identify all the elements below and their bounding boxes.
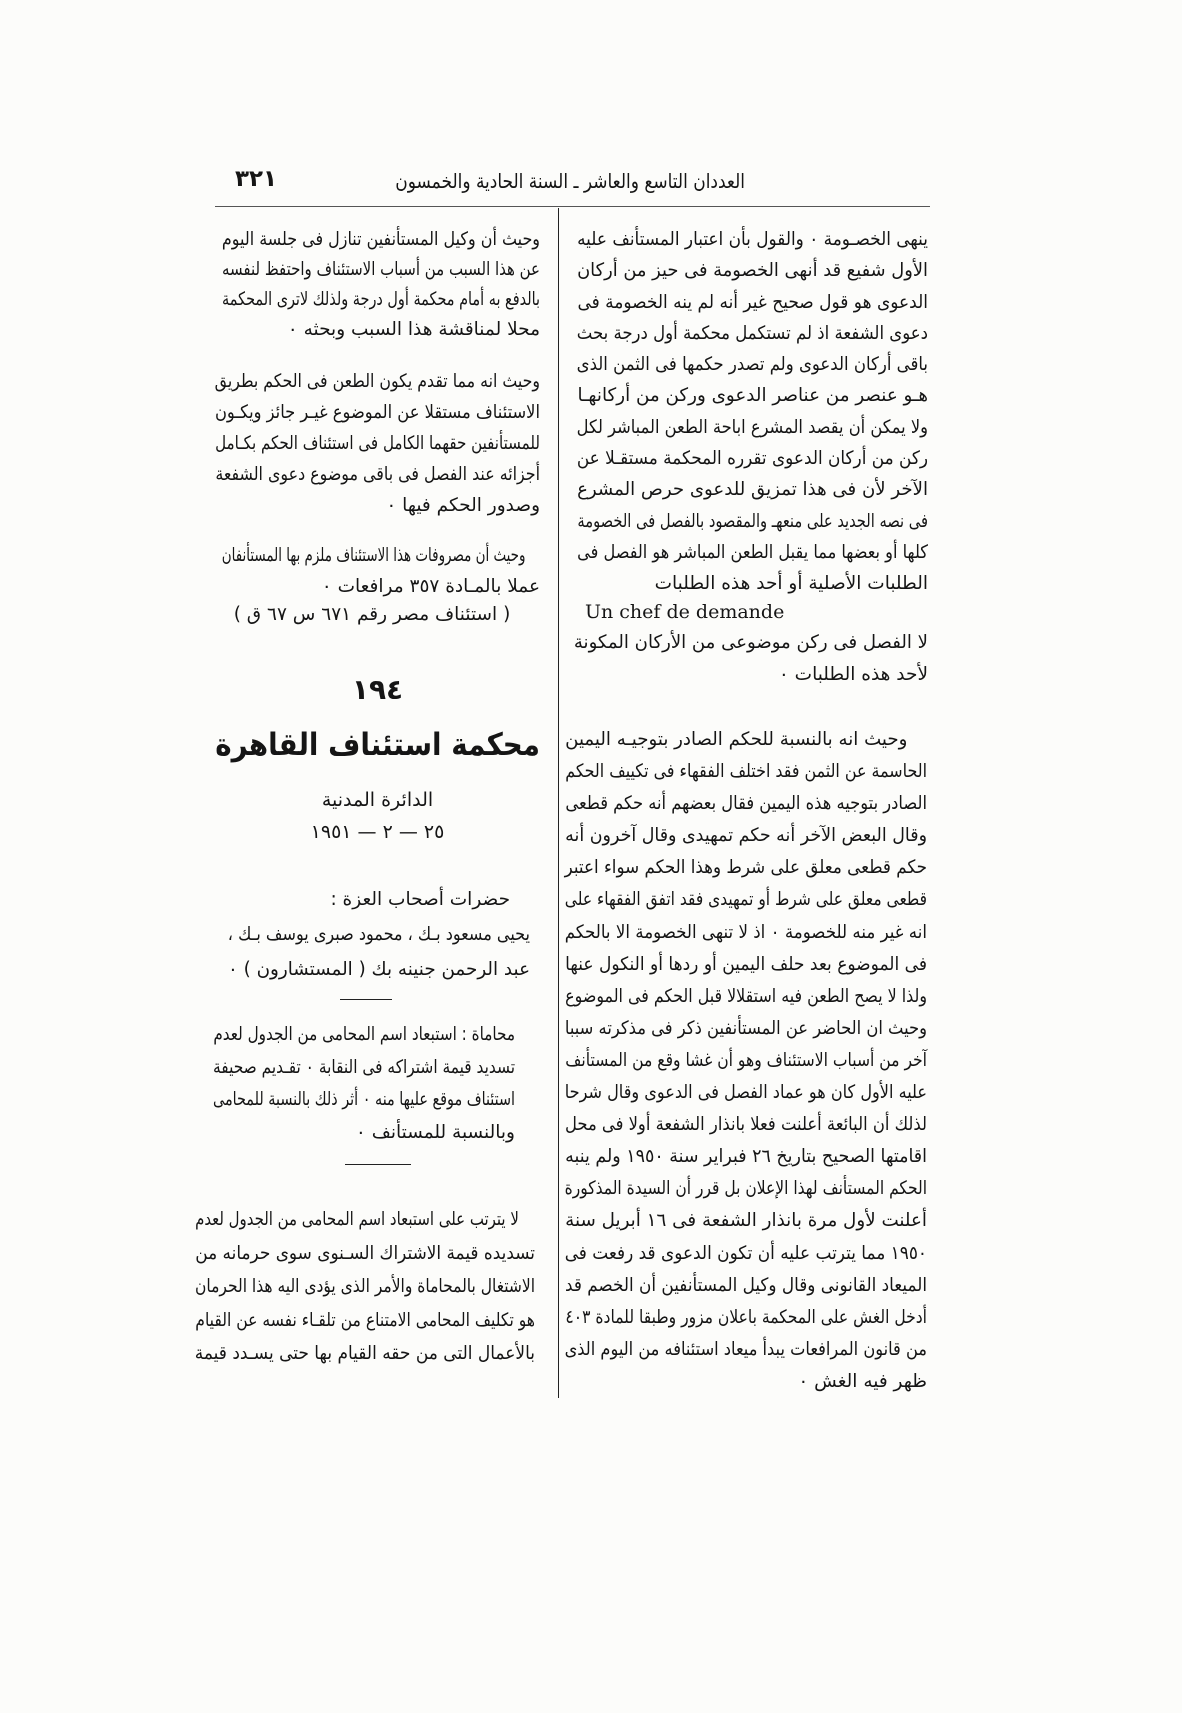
left-column-paragraph-3: [222, 540, 540, 602]
left-column-line: عن هذا السبب من أسباب الاستئناف واحتفظ لنفسه: [222, 259, 540, 280]
right-column-line: انه غير منه للخصومة ٠ اذ لا تنهى الخصومة الا بالحكم: [564, 921, 927, 943]
principle-line: بالأعمال التى من حقه القيام بها حتى يسـدد قيمة: [194, 1343, 535, 1364]
header-rule: [215, 206, 930, 207]
court-division: الدائرة المدنية: [321, 789, 434, 811]
bench-members: [228, 917, 530, 987]
right-column-line: حكم قطعى معلق على شرط وهذا الحكم سواء اعتبر: [564, 857, 927, 879]
right-column-line: ولا يمكن أن يقصد المشرع اباحة الطعن المباشر لكل: [576, 416, 928, 438]
left-column-line: وحيث أن مصروفات هذا الاستئناف ملزم بها المستأنفان: [221, 545, 526, 566]
principle-line: لا يترتب على استبعاد اسم المحامى من الجدول لعدم: [195, 1209, 519, 1230]
left-column-line: وصدور الحكم فيها ٠: [386, 495, 540, 516]
legal-principle: [195, 1203, 535, 1371]
right-column-line: فى نصه الجديد على منعهـ والمقصود بالفصل فى الخصومة: [577, 510, 928, 532]
judgment-date: ٢٥ — ٢ — ١٩٥١: [310, 821, 445, 843]
court-name: محكمة استئناف القاهرة: [215, 727, 540, 763]
right-column-line: وحيث ان الحاضر عن المستأنفين ذكر فى مذكرته سببا: [564, 1017, 927, 1039]
summary-line: وبالنسبة للمستأنف ٠: [355, 1121, 515, 1143]
foreign-term: Un chef de demande: [585, 601, 785, 623]
right-column-line: من قانون المرافعات يبدأ ميعاد استئنافه من اليوم الذى: [564, 1338, 927, 1360]
right-column-line: الحاسمة عن الثمن فقد اختلف الفقهاء فى تكييف الحكم: [565, 761, 927, 783]
left-column-line: عملا بالمـادة ٣٥٧ مرافعات ٠: [321, 576, 540, 597]
right-column-line: أدخل الغش على المحكمة باعلان مزور وطبقا للمادة ٤٠٣: [565, 1306, 927, 1328]
right-column-line: اقامتها الصحيح بتاريخ ٢٦ فبراير سنة ١٩٥٠ ولم ينبه: [565, 1146, 927, 1168]
summary-line: تسديد قيمة اشتراكه فى النقابة ٠ تقـديم صحيفة: [213, 1056, 515, 1078]
right-column-line: الآخر لأن فى هذا تمزيق للدعوى حرص المشرع: [577, 479, 928, 501]
right-column-paragraph-1-end: [574, 627, 928, 691]
right-column-line: لذلك أن البائعة أعلنت فعلا بانذار الشفعة أولا فى محل: [564, 1114, 927, 1136]
left-column-line: وحيث أن وكيل المستأنفين تنازل فى جلسة اليوم: [221, 229, 540, 250]
bench-heading: حضرات أصحاب العزة :: [330, 889, 510, 910]
left-column-paragraph-2: [215, 366, 540, 521]
right-column-line: هـو عنصر من عناصر الدعوى وركن من أركانهـا: [577, 385, 928, 407]
summary-line: استئناف موقع عليها منه ٠ أثر ذلك بالنسبة للمحامى: [213, 1089, 515, 1110]
right-column-line: باقى أركان الدعوى ولم تصدر حكمها فى الثمن الذى: [576, 354, 928, 376]
right-column-line: أعلنت لأول مرة بانذار الشفعة فى ١٦ أبريل سنة: [565, 1210, 927, 1232]
left-column-line: وحيث انه مما تقدم يكون الطعن فى الحكم بطريق: [214, 371, 541, 392]
right-column-line: الحكم المستأنف لهذا الإعلان بل قرر أن السيدة المذكورة: [564, 1178, 927, 1200]
left-column-line: الاستئناف مستقلا عن الموضوع غيـر جائز ويكـون: [214, 402, 540, 423]
column-divider: [558, 208, 559, 1398]
bench-line: عبد الرحمن جنينه بك ( المستشارون ) ٠: [227, 959, 530, 980]
left-column-line: محلا لمناقشة هذا السبب وبحثه ٠: [287, 319, 540, 340]
right-column-line: لأحد هذه الطلبات ٠: [778, 664, 928, 685]
right-column-paragraphs-2-3: [565, 724, 927, 1398]
right-column-line: الميعاد القانونى وقال وكيل المستأنفين أن الخصم قد: [565, 1274, 927, 1296]
right-column-line: ولذا لا يصح الطعن فيه استقلالا قبل الحكم فى الموضوع: [565, 985, 927, 1007]
right-column-line: الأول شفيع قد أنهى الخصومة فى حيز من أركان: [577, 260, 928, 282]
right-column-paragraph-1: [577, 224, 928, 600]
right-column-line: الطلبات الأصلية أو أحد هذه الطلبات: [654, 573, 928, 595]
right-column-line: وقال البعض الآخر أنه حكم تمهيدى وقال آخرون أنه: [565, 825, 927, 847]
summary-line: محاماة : استبعاد اسم المحامى من الجدول لعدم: [213, 1024, 516, 1045]
right-column-line: الدعوى هو قول صحيح غير أنه لم ينه الخصومة فى: [577, 291, 928, 313]
right-column-line: دعوى الشفعة اذ لم تستكمل محكمة أول درجة بحث: [576, 322, 928, 344]
principle-line: هو تكليف المحامى الامتناع من تلقـاء نفسه عن القيام: [195, 1309, 536, 1331]
right-column-line: وحيث انه بالنسبة للحكم الصادر بتوجيـه اليمين: [565, 729, 908, 750]
right-column-line: ركن من أركان الدعوى تقرره المحكمة مستقـلا عن: [576, 448, 928, 470]
case-citation: ( استئناف مصر رقم ٦٧١ س ٦٧ ق ): [233, 604, 511, 625]
section-rule: [345, 1164, 411, 1165]
right-column-line: ظهر فيه الغش ٠: [798, 1370, 927, 1392]
right-column-line: عليه الأول كان هو عماد الفصل فى الدعوى وقال شرحا: [564, 1082, 927, 1104]
left-column-paragraph-1: [222, 225, 540, 345]
principle-line: تسديده قيمة الاشتراك السـنوى سوى حرمانه من: [195, 1242, 535, 1264]
right-column-line: آخر من أسباب الاستئناف وهو أن غشا وقع من المستأنف: [565, 1049, 927, 1071]
right-column-line: فى الموضوع بعد حلف اليمين أو ردها أو النكول عنها: [565, 953, 927, 975]
running-header: العددان التاسع والعاشر ـ السنة الحادية والخمسون: [395, 169, 745, 193]
right-column-line: الصادر بتوجيه هذه اليمين فقال بعضهم أنه حكم قطعى: [565, 793, 927, 815]
principle-line: الاشتغال بالمحاماة والأمر الذى يؤدى اليه هذا الحرمان: [195, 1276, 536, 1297]
section-rule: [340, 999, 392, 1000]
right-column-line: ١٩٥٠ مما يترتب عليه أن تكون الدعوى قد رفعت فى: [564, 1242, 927, 1264]
right-column-line: لا الفصل فى ركن موضوعى من الأركان المكونة: [573, 632, 928, 653]
left-column-line: أجزائه عند الفصل فى باقى موضوع دعوى الشفعة: [215, 464, 540, 485]
right-column-line: كلها أو بعضها مما يقبل الطعن المباشر هو الفصل فى: [577, 541, 928, 563]
page-number: ٣٢١: [234, 166, 278, 192]
right-column-line: ينهى الخصـومة ٠ والقول بأن اعتبار المستأنف عليه: [577, 229, 928, 250]
right-column-line: قطعى معلق على شرط أو تمهيدى فقد اتفق الفقهاء على: [564, 889, 927, 911]
bench-line: يحيى مسعود بـك ، محمود صبرى يوسف بـك ،: [227, 924, 530, 945]
left-column-line: للمستأنفين حقهما الكامل فى استئناف الحكم بكـامل: [215, 433, 540, 454]
left-column-line: بالدفع به أمام محكمة أول درجة ولذلك لاترى المحكمة: [222, 289, 540, 310]
case-number: ١٩٤: [351, 673, 404, 706]
case-summary: [213, 1019, 515, 1149]
